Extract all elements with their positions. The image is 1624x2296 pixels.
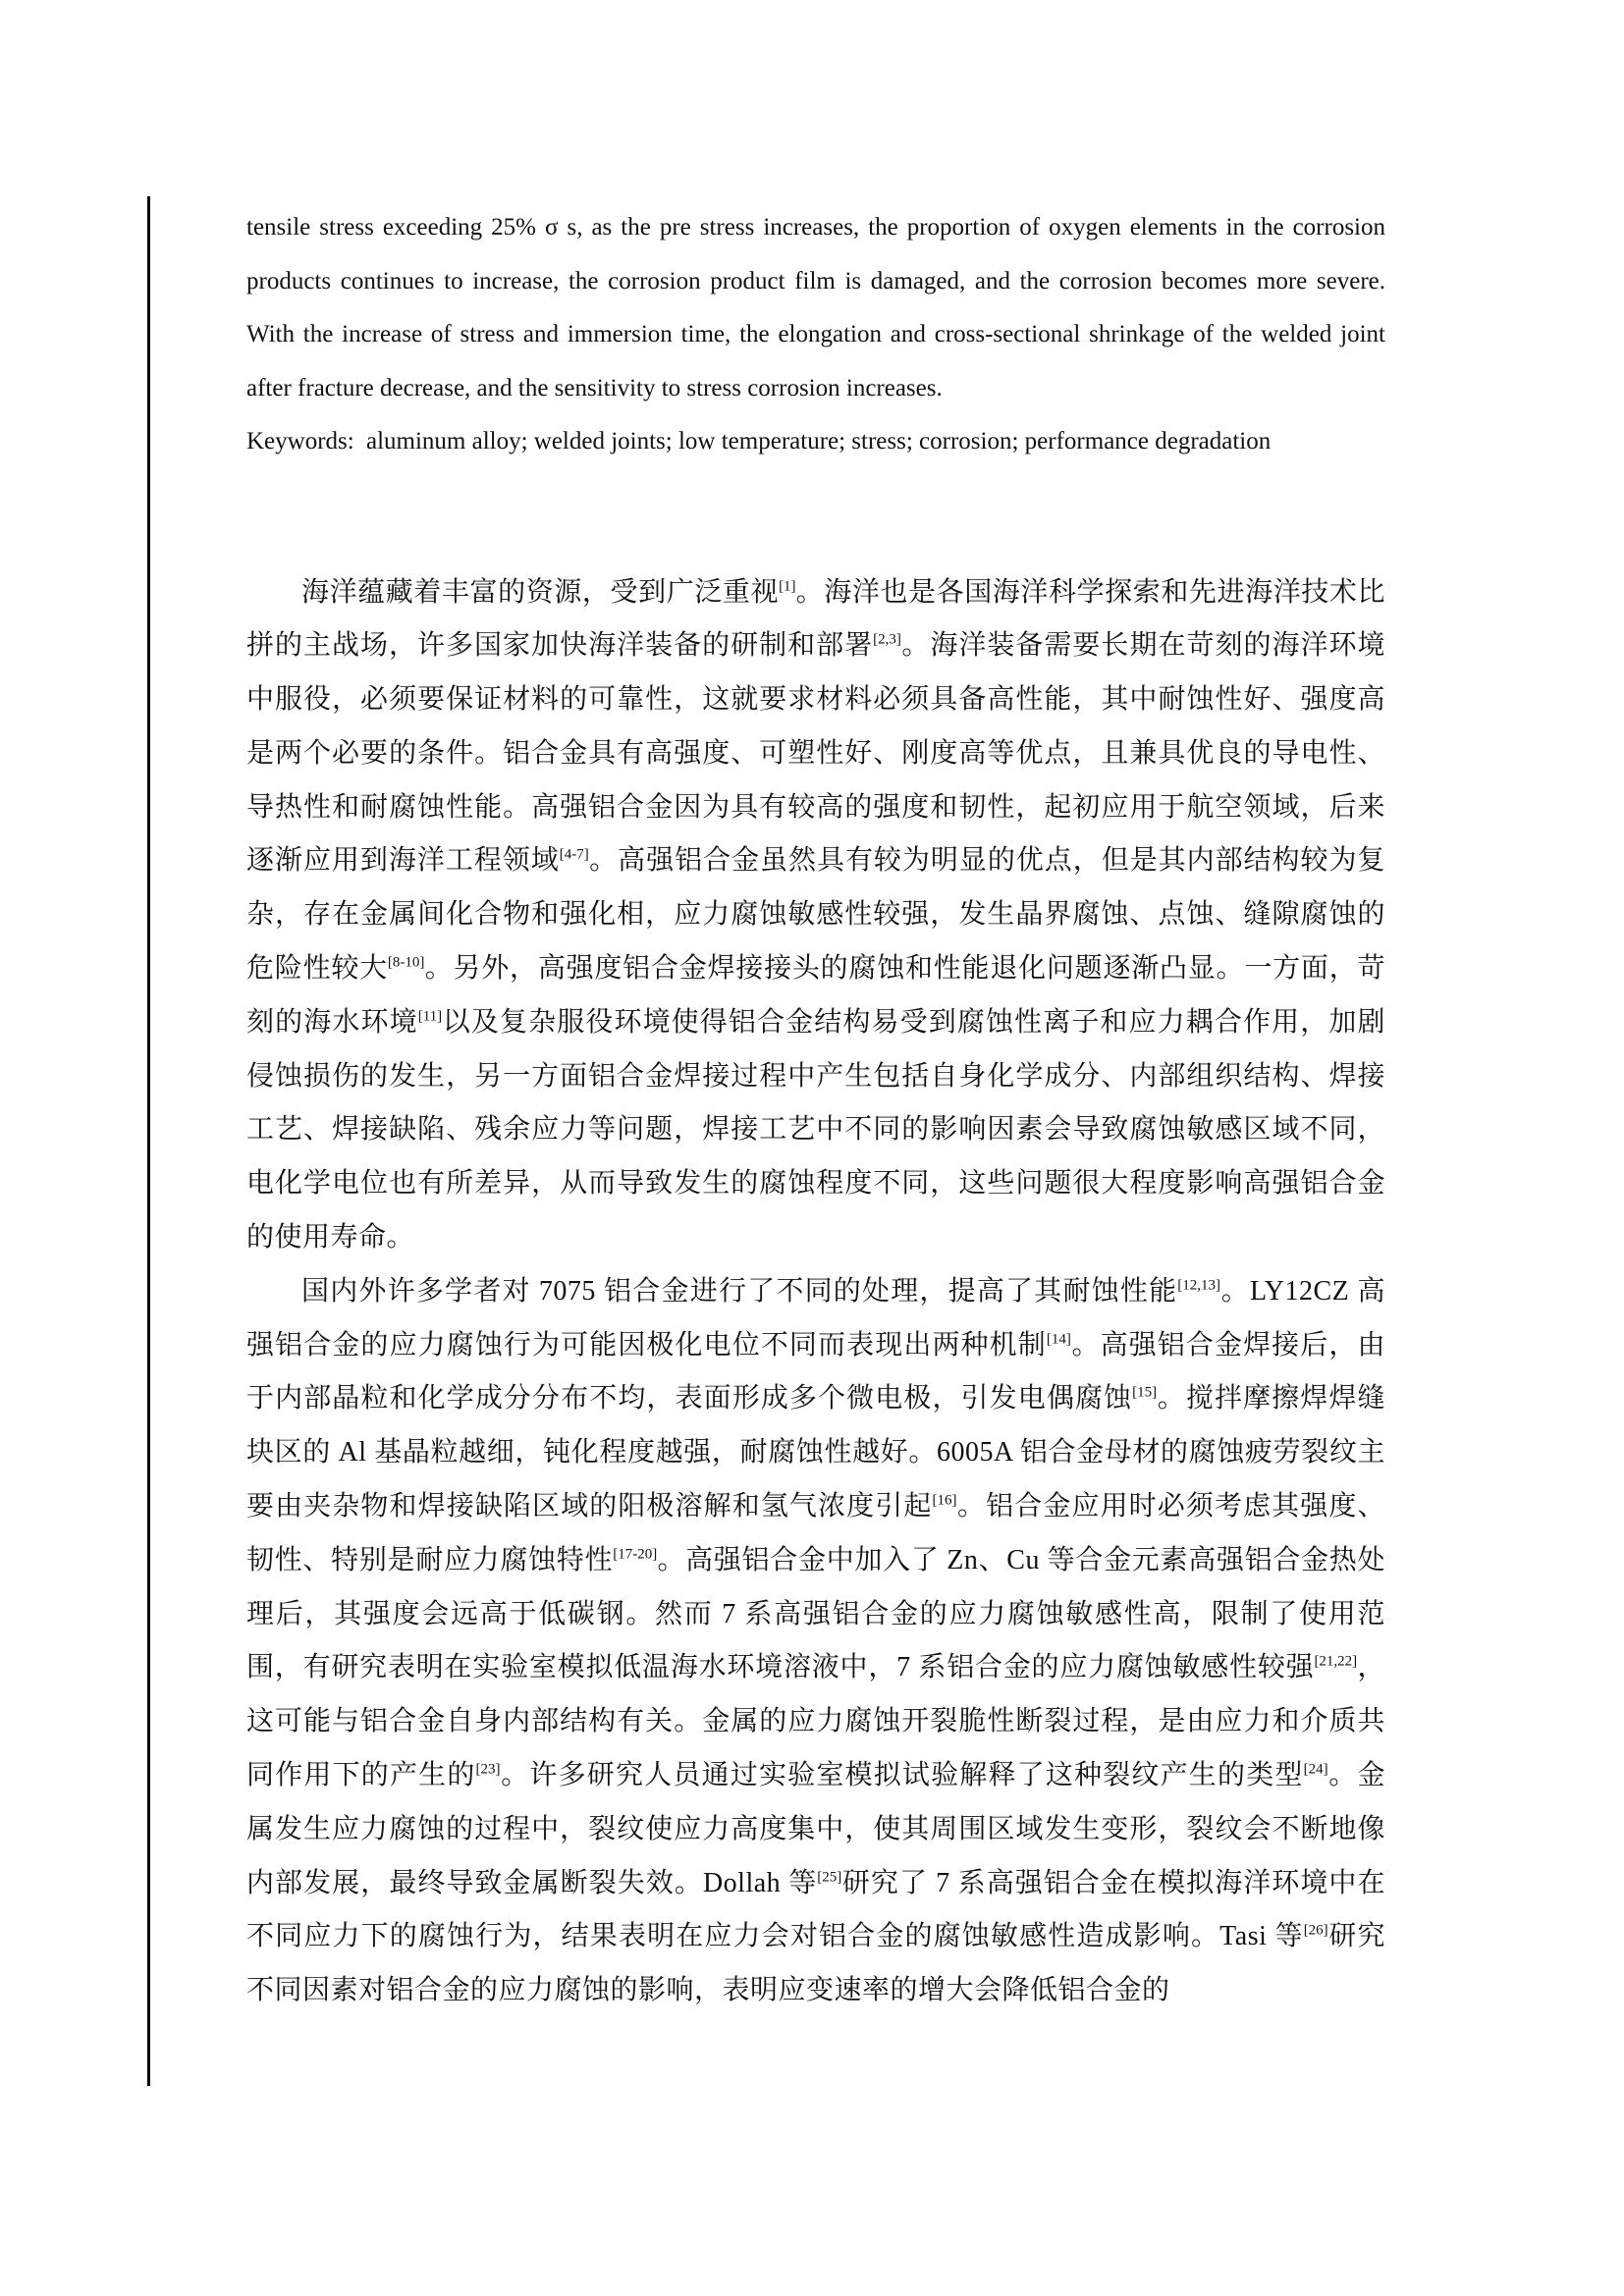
body-paragraph-1 [246,566,1385,1265]
citation-ref: [2,3] [873,631,901,648]
p2-text-7: ，这可能与铝合金自身内部结构有关。金属的应力腐蚀开裂脆性断裂过程，是由应力和介质共同作用下的产生的 [246,1652,1385,1791]
page-body [246,201,1385,2018]
p2-text-3: 。高强铝合金焊接后，由于内部晶粒和化学成分分布不均，表面形成多个微电极，引发电偶腐蚀 [246,1329,1385,1415]
p1-text-4: 。高强铝合金虽然具有较为明显的优点，但是其内部结构较为复杂，存在金属间化合物和强化相，应力腐蚀敏感性较强，发生晶界腐蚀、点蚀、缝隙腐蚀的危险性较大 [246,845,1385,985]
keywords-label: Keywords: [246,428,354,454]
citation-ref: [12,13] [1177,1277,1221,1294]
citation-ref: [24] [1303,1761,1328,1778]
p1-text-2: 。海洋也是各国海洋科学探索和先进海洋技术比拼的主战场，许多国家加快海洋装备的研制和部署 [246,576,1385,662]
abstract-continuation: tensile stress exceeding 25% σ s, as the pre stress increases, the proportion of oxygen elements in the corrosion products continues to increase, the corrosion product film is damaged, and the corrosion becomes more severe. With the increase of stress and immersion time, the elongation and cross-sectional shrinkage of the welded joint after fracture decrease, and the sensitivity to stress corrosion increases. [246,214,1385,401]
body-paragraph-2 [246,1265,1385,2018]
citation-ref: [8-10] [387,954,425,971]
p1-text-6: 以及复杂服役环境使得铝合金结构易受到腐蚀性离子和应力耦合作用，加剧侵蚀损伤的发生，另一方面铝合金焊接过程中产生包括自身化学成分、内部组织结构、焊接工艺、焊接缺陷、残余应力等问题，焊接工艺中不同的影响因素会导致腐蚀敏感区域不同，电化学电位也有所差异，从而导致发生的腐蚀程度不同，这些问题很大程度影响高强铝合金的使用寿命。 [246,1006,1385,1254]
citation-ref: [25] [817,1869,842,1886]
p2-text-1: 国内外许多学者对 7075 铝合金进行了不同的处理，提高了其耐蚀性能 [301,1275,1178,1307]
citation-ref: [4-7] [559,847,589,864]
p2-text-10: 研究了 7 系高强铝合金在模拟海洋环境中在不同应力下的腐蚀行为，结果表明在应力会对铝合金的腐蚀敏感性造成影响。Tasi 等 [246,1867,1385,1952]
p2-text-5: 。铝合金应用时必须考虑其强度、韧性、特别是耐应力腐蚀特性 [246,1491,1385,1575]
citation-ref: [16] [932,1492,957,1509]
section-gap [246,469,1385,566]
citation-ref: [26] [1303,1923,1328,1940]
p1-text-1: 海洋蕴藏着丰富的资源，受到广泛重视 [301,576,780,608]
citation-ref: [21,22] [1314,1654,1358,1671]
p2-text-8: 。许多研究人员通过实验室模拟试验解释了这种裂纹产生的类型 [500,1760,1304,1791]
citation-ref: [17-20] [613,1546,658,1563]
citation-ref: [14] [1046,1331,1071,1348]
p1-text-5: 。另外，高强度铝合金焊接接头的腐蚀和性能退化问题逐渐凸显。一方面，苛刻的海水环境 [246,953,1385,1038]
p2-text-6: 。高强铝合金中加入了 Zn、Cu 等合金元素高强铝合金热处理后，其强度会远高于低碳钢。然而 7 系高强铝合金的应力腐蚀敏感性高，限制了使用范围，有研究表明在实验室模拟低温海水环境溶液中，7 系铝合金的应力腐蚀敏感性较强 [246,1544,1385,1683]
citation-ref: [1] [779,578,796,595]
p1-text-3: 。海洋装备需要长期在苛刻的海洋环境中服役，必须要保证材料的可靠性，这就要求材料必须具备高性能，其中耐蚀性好、强度高是两个必要的条件。铝合金具有高强度、可塑性好、刚度高等优点，且兼具优良的导电性、导热性和耐腐蚀性能。高强铝合金因为具有较高的强度和韧性，起初应用于航空领域，后来逐渐应用到海洋工程领域 [246,630,1385,877]
citation-ref: [11] [417,1008,443,1025]
p2-text-2: 。LY12CZ 高强铝合金的应力腐蚀行为可能因极化电位不同而表现出两种机制 [246,1275,1385,1361]
left-margin-rule [147,196,150,2086]
keywords-line [246,415,1385,469]
p2-text-4: 。搅拌摩擦焊焊缝块区的 Al 基晶粒越细，钝化程度越强，耐腐蚀性越好。6005A 铝合金母材的腐蚀疲劳裂纹主要由夹杂物和焊接缺陷区域的阳极溶解和氢气浓度引起 [246,1383,1385,1522]
p2-text-9: 。金属发生应力腐蚀的过程中，裂纹使应力高度集中，使其周围区域发生变形，裂纹会不断地像内部发展，最终导致金属断裂失效。Dollah 等 [246,1760,1385,1898]
p2-text-11: 研究不同因素对铝合金的应力腐蚀的影响，表明应变速率的增大会降低铝合金的 [246,1921,1385,2006]
citation-ref: [15] [1132,1385,1158,1402]
citation-ref: [23] [475,1761,501,1778]
keywords-text: aluminum alloy; welded joints; low temperature; stress; corrosion; performance degradation [365,428,1272,454]
